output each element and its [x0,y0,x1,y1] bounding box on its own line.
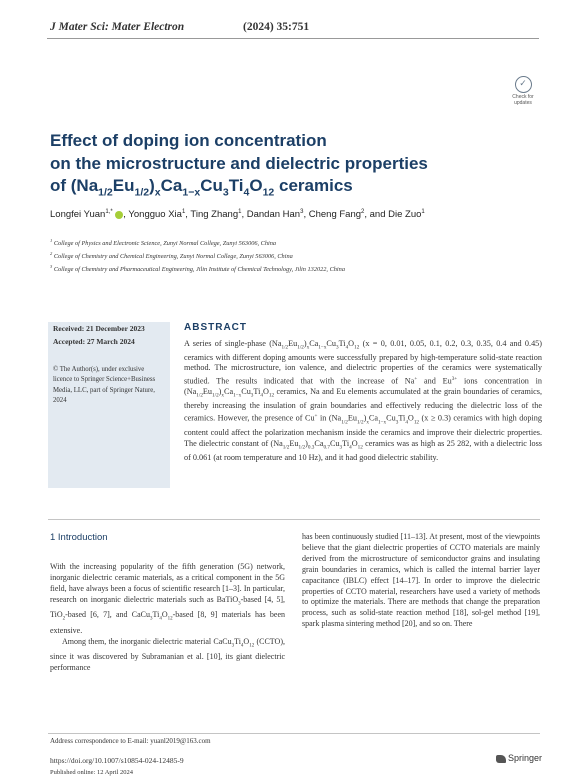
paragraph: With the increasing popularity of the fifth generation (5G) network, inorganic dielectric ceramic materials, as a critical component in the 5G field, have always been a focus of scientific research [1–3]. In particular, research on inorganic dielectric materials such as BaTiO$_3$-based [4, 5], TiO$_2$-based [6, 7], and $CaCu_3Ti_4O_{12}$-based [8, 9] materials has been extensive. [50,562,285,635]
accepted-date: Accepted: 27 March 2024 [53,337,135,346]
author-name[interactable]: Cheng Fang [308,209,362,221]
check-updates-label: Check for updates [512,94,534,106]
journal-name: J Mater Sci: Mater Electron [50,21,185,33]
affiliation: $^1$ College of Physics and Electronic Science, Zunyi Normal College, Zunyi 563006, China [50,238,277,248]
affiliation: $^2$ College of Chemistry and Chemical Engineering, Zunyi Normal College, Zunyi 563006, China [50,251,293,261]
author-name[interactable]: Die Zuo [388,209,422,221]
doi-link[interactable]: https://doi.org/10.1007/s10854-024-12485-9 [50,756,184,765]
title-line-3: of $(Na_{1/2}Eu_{1/2})_xCa_{1-x}Cu_3Ti_4O_{12}$ ceramics [50,176,353,199]
paragraph: Among them, the inorganic dielectric material $CaCu_3Ti_4O_{12}$ (CCTO), since it was discovered by Subramanian et al. [10], its giant dielectric performance [50,636,285,673]
author-name[interactable]: Ting Zhang [190,209,239,221]
publisher-logo[interactable]: Springer [496,753,542,763]
abstract-heading: ABSTRACT [184,322,247,333]
footer-divider [48,733,540,734]
springer-horse-icon [496,755,506,763]
author-name[interactable]: Longfei Yuan [50,209,106,221]
section-heading-introduction: 1 Introduction [50,532,108,543]
author-list: Longfei Yuan$^{1,*}$ , Yongguo Xia$^1$, Ting Zhang$^1$, Dandan Han$^3$, Cheng Fang$^2$, and Die Zuo$^1$ [50,209,425,221]
affiliation: $^3$ College of Chemistry and Pharmaceutical Engineering, Jilin Institute of Chemical Technology, Jilin 132022, China [50,264,345,274]
correspondence-address[interactable]: Address correspondence to E-mail: yuanl2019@163.com [50,737,211,745]
received-date: Received: 21 December 2023 [53,324,145,333]
title-line-2: on the microstructure and dielectric properties [50,153,428,173]
article-title [50,130,490,204]
copyright-notice: © The Author(s), under exclusive licence to Springer Science+Business Media, LLC, part of Springer Nature, 2024 [53,366,156,405]
abstract-body: A series of single-phase $(Na_{1/2}Eu_{1/2})_xCa_{1-x}Cu_3Ti_4O_{12}$ (x = 0, 0.01, 0.05, 0.1, 0.2, 0.3, 0.35, 0.4 and 0.45) ceramics with different doping amounts were successfully prepared by high-temperature solid-state reaction method. The microstructure, ion valence, and dielectric properties of the ceramics were systematically studied. The results indicated that with the increase of Na+ and $Eu^{3+}$ ions concentration in $(Na_{1/2}Eu_{1/2})_xCa_{1-x}Cu_3Ti_4O_{12}$ ceramics, Na and Eu elements accumulated at the grain boundaries of ceramics, thereby increasing the insulation of grain boundaries and effectively reducing the dielectric loss of the ceramics. However, the presence of Cu+ in $(Na_{1/2}Eu_{1/2})_xCa_{1-x}Cu_3Ti_4O_{12}$ (x ≥ 0.3) ceramics with high doping content could affect the polarization mechanism inside the ceramics and improve their dielectric properties. The dielectric constant of $(Na_{1/2}Eu_{1/2})_{0.3}Ca_{0.7}Cu_3Ti_4O_{12}$ ceramics was as high as 25 282, with a dielectric loss of 0.061 (at room temperature and 10 Hz), and it had good dielectric stability. [184,339,543,462]
check-updates-icon: ✓ [515,76,532,93]
citation: (2024) 35:751 [243,21,310,33]
author-name[interactable]: Yongguo Xia [128,209,182,221]
body-column-right: has been continuously studied [11–13]. At present, most of the viewpoints believe that the giant dielectric properties of CCTO materials are mainly derived from the microstructure of semiconductor grains and insulating grain boundaries in ceramics, which is called the internal barrier layer capacitance (IBLC) effect [14–17]. In order to improve the dielectric properties of CCTO material, researchers have used a variety of methods to optimize the materials. There are methods that change the preparation process, such as solid-state reaction method [18], sol-gel method [19], spark plasma sintering method [20], and so on. There [302,532,540,629]
title-line-1: Effect of doping ion concentration [50,131,327,150]
section-divider [48,519,540,520]
check-for-updates-badge[interactable] [508,76,538,104]
author-name[interactable]: Dandan Han [246,209,301,221]
body-column-left [50,562,285,674]
published-date: Published online: 12 April 2024 [50,769,134,776]
header-divider [47,38,539,39]
